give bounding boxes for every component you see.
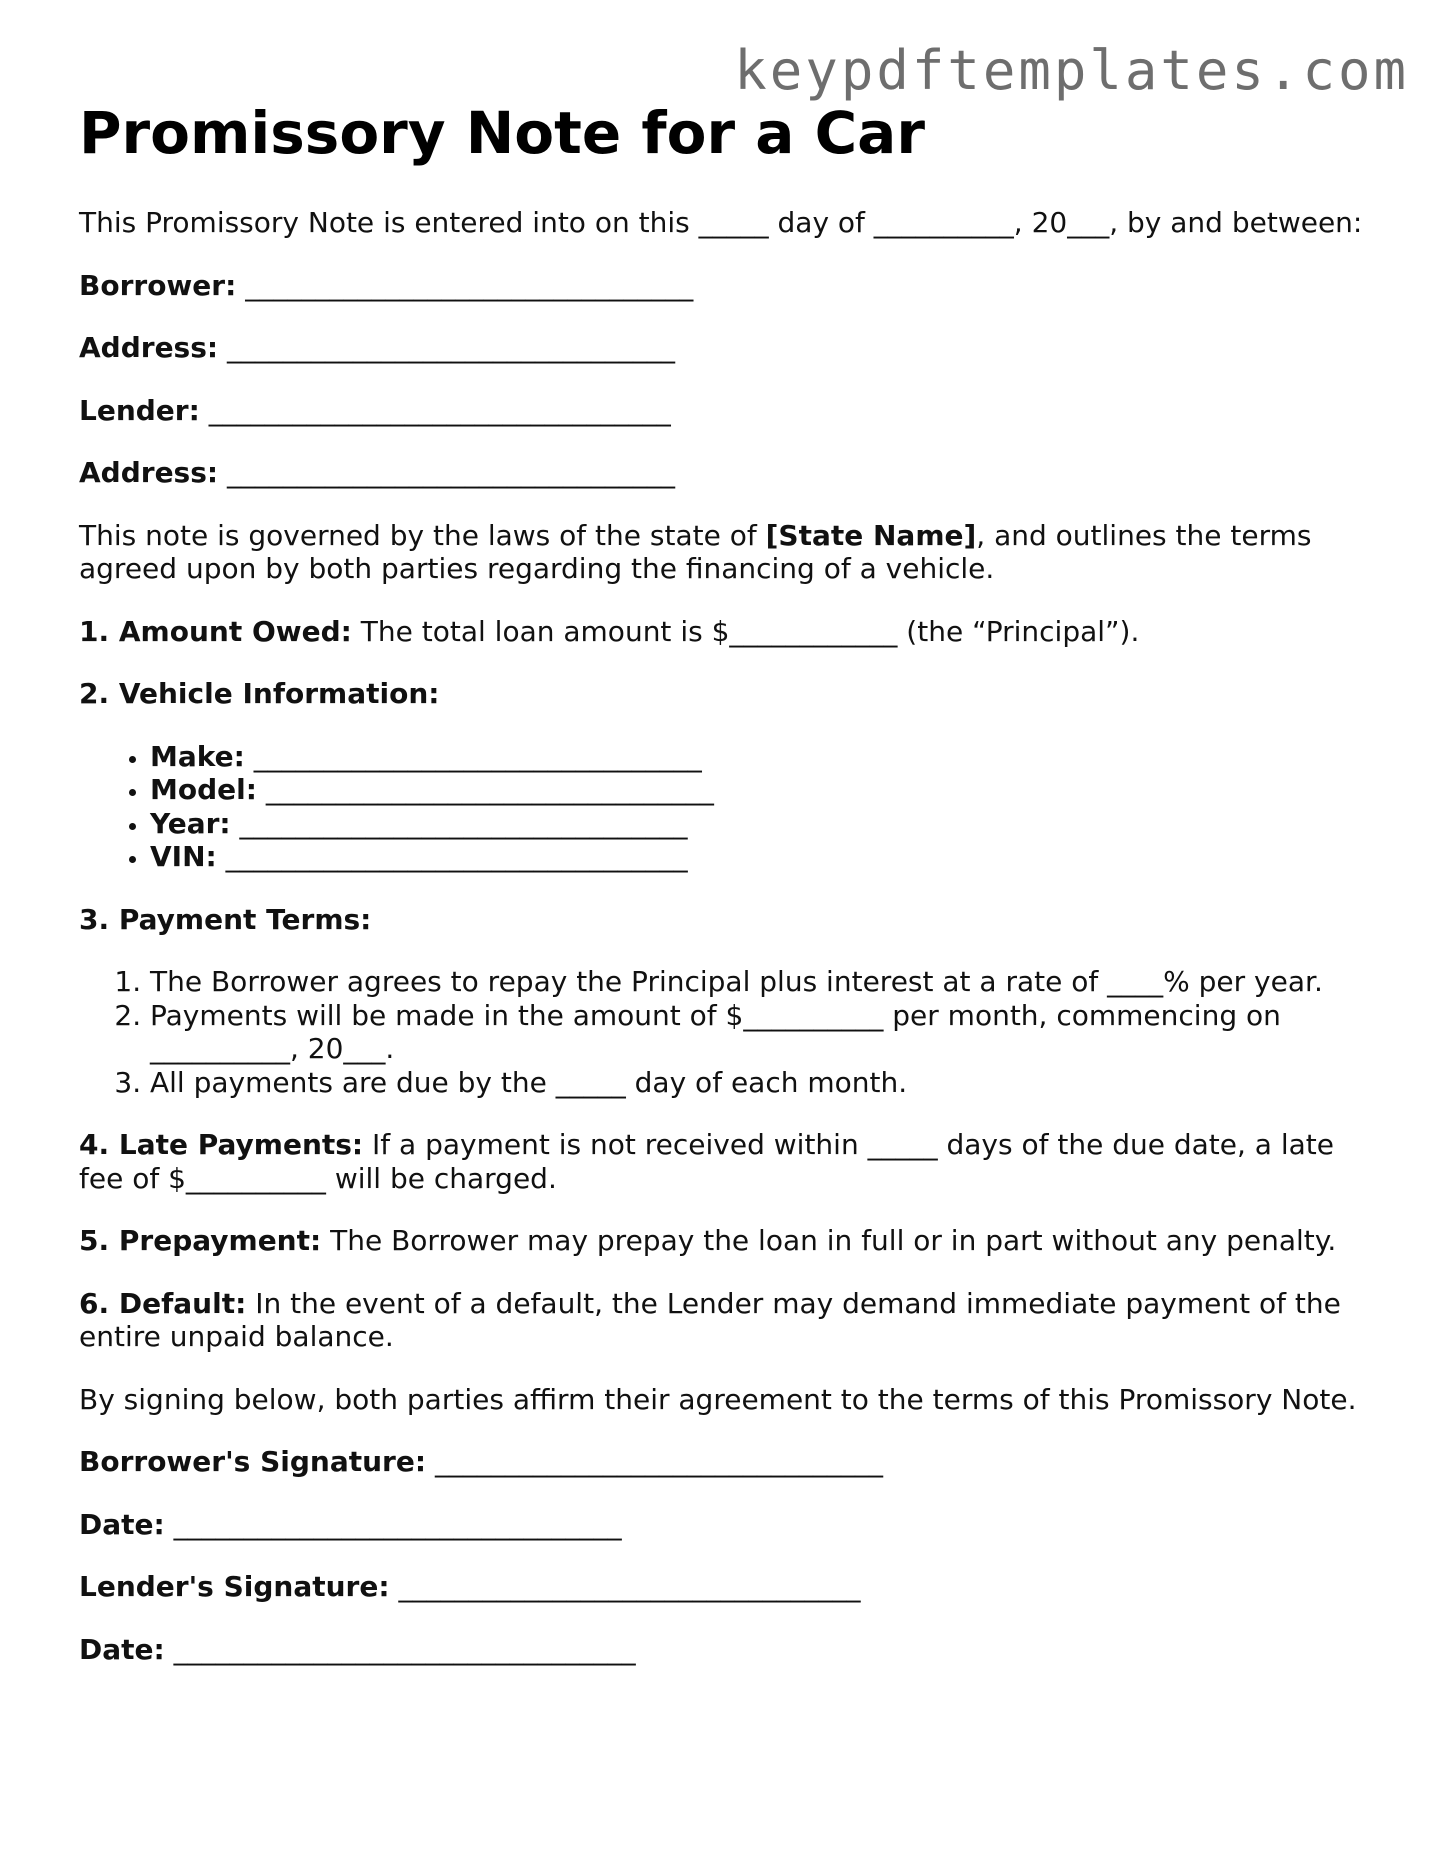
party-borrower: Borrower: ________________________________ xyxy=(79,268,694,302)
payment-terms-list xyxy=(79,965,1369,1099)
list-item: 3. All payments are due by the _____ day of each month. xyxy=(150,1066,1369,1100)
list-item: • VIN: _________________________________ xyxy=(150,840,1369,874)
list-item: 2. Payments will be made in the amount of $__________ per month, commencing on __________, 20___. xyxy=(150,999,1369,1066)
borrower-signature-line: Borrower's Signature: ________________________________ xyxy=(79,1445,883,1478)
watermark: keypdftemplates.com xyxy=(734,39,1409,102)
list-item: • Model: ________________________________ xyxy=(150,773,1369,807)
section-vehicle-heading: 2. Vehicle Information: xyxy=(79,677,440,710)
party-lender: Lender: _________________________________ xyxy=(79,393,671,427)
intro-paragraph: This Promissory Note is entered into on this _____ day of __________, 20___, by and between: xyxy=(79,206,1363,239)
document-body xyxy=(79,206,1369,1695)
vehicle-info-list xyxy=(79,740,1369,874)
lender-date-line: Date: _________________________________ xyxy=(79,1632,636,1666)
section-default: 6. Default: In the event of a default, the Lender may demand immediate payment of the entire unpaid balance. xyxy=(79,1286,1341,1353)
section-amount-owed: 1. Amount Owed: The total loan amount is $____________ (the “Principal”). xyxy=(79,614,1140,648)
governing-law-paragraph: This note is governed by the laws of the state of [State Name], and outlines the terms agreed upon by both parties regarding the financing of a vehicle. xyxy=(79,518,1312,585)
document-title: Promissory Note for a Car xyxy=(79,99,925,167)
section-prepayment: 5. Prepayment: The Borrower may prepay the loan in full or in part without any penalty. xyxy=(79,1224,1337,1257)
closing-paragraph: By signing below, both parties affirm their agreement to the terms of this Promissory Note. xyxy=(79,1382,1357,1416)
list-item: • Year: ________________________________ xyxy=(150,807,1369,841)
party-lender-address: Address: ________________________________ xyxy=(79,456,675,489)
list-item: • Make: ________________________________ xyxy=(150,740,1369,774)
lender-address-blank: ________________________________ xyxy=(227,456,675,489)
lender-blank: _________________________________ xyxy=(208,393,671,427)
borrower-date-line: Date: ________________________________ xyxy=(79,1507,622,1541)
section-payment-terms-heading: 3. Payment Terms: xyxy=(79,902,372,936)
state-name-placeholder: [State Name] xyxy=(765,518,977,552)
section-late-payments: 4. Late Payments: If a payment is not received within _____ days of the due date, a late fee of $__________ will be charged. xyxy=(79,1128,1335,1195)
party-borrower-address: Address: ________________________________ xyxy=(79,331,675,364)
borrower-address-blank: ________________________________ xyxy=(227,331,675,364)
lender-signature-line: Lender's Signature: _________________________________ xyxy=(79,1570,861,1603)
list-item: 1. The Borrower agrees to repay the Principal plus interest at a rate of ____% per year. xyxy=(150,965,1369,999)
borrower-blank: ________________________________ xyxy=(245,268,694,302)
